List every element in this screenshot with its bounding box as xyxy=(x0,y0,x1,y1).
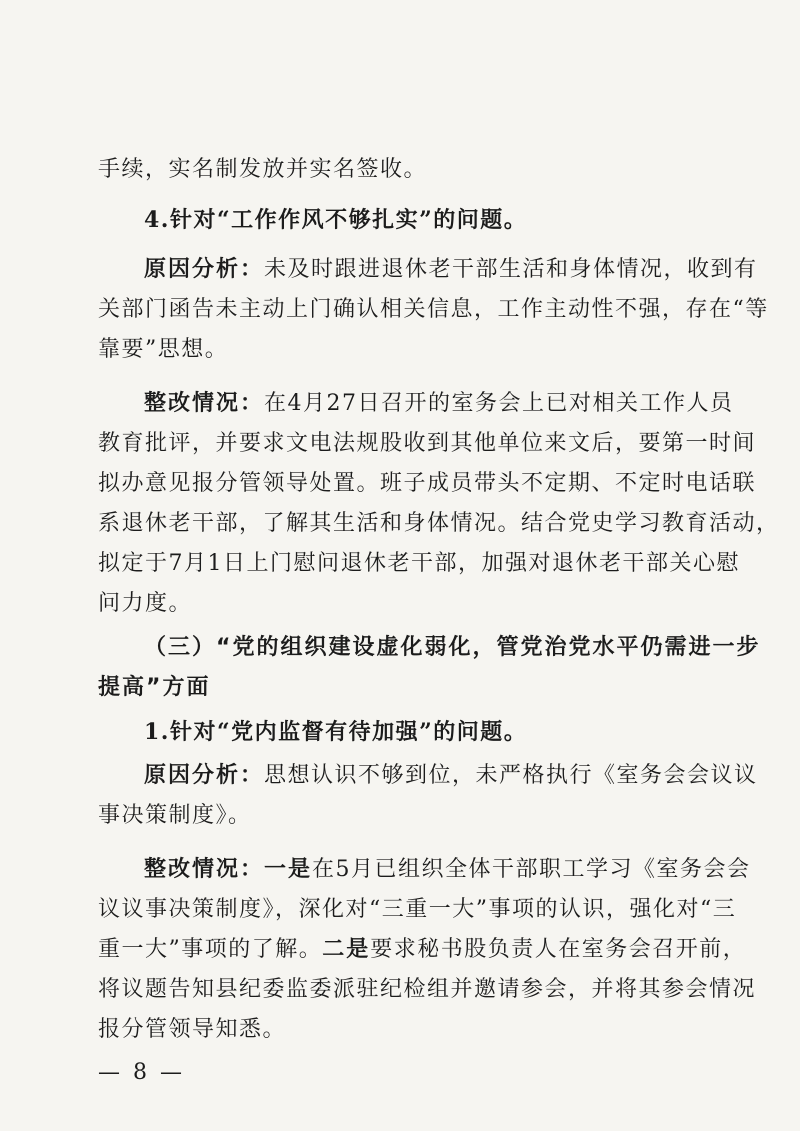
emphasis-text: 二是 xyxy=(322,937,371,962)
document-body xyxy=(98,150,780,1050)
section-heading: （三）“党的组织建设虚化弱化，管党治党水平仍需进一步 xyxy=(144,635,761,660)
paragraph-text: 未及时跟进退休老干部生活和身体情况，收到有 xyxy=(264,257,758,282)
paragraph-line xyxy=(98,384,734,424)
paragraph-line: 议议事决策制度》，深化对“三重一大”事项的认识，强化对“三 xyxy=(98,897,737,922)
paragraph-line: 拟办意见报分管领导处置。班子成员带头不定期、不定时电话联 xyxy=(98,471,757,496)
paragraph-line xyxy=(98,850,751,890)
paragraph-line: 靠要”思想。 xyxy=(98,337,229,362)
cause-analysis-label: 原因分析： xyxy=(144,763,265,788)
paragraph-line: 问力度。 xyxy=(98,591,193,616)
paragraph-line: 系退休老干部，了解其生活和身体情况。结合党史学习教育活动， xyxy=(98,511,780,536)
paragraph-text: 在5月已组织全体干部职工学习《室务会会 xyxy=(312,857,751,882)
cause-analysis-label: 原因分析： xyxy=(144,257,265,282)
rectification-label: 整改情况： xyxy=(144,391,265,416)
paragraph-line: 将议题告知县纪委监委派驻纪检组并邀请参会，并将其参会情况 xyxy=(98,977,757,1002)
paragraph-line xyxy=(98,930,747,970)
section-heading: 提高”方面 xyxy=(98,675,211,700)
issue-heading: 1.针对“党内监督有待加强”的问题。 xyxy=(144,719,528,745)
paragraph-line: 关部门函告未主动上门确认相关信息，工作主动性不强，存在“等 xyxy=(98,297,769,322)
paragraph-line xyxy=(98,756,758,796)
paragraph-line: 拟定于7月1日上门慰问退休老干部，加强对退休老干部关心慰 xyxy=(98,551,740,576)
paragraph-line xyxy=(98,250,758,290)
paragraph-line: 事决策制度》。 xyxy=(98,803,252,828)
rectification-label: 整改情况： xyxy=(144,857,265,882)
page-number: — 8 — xyxy=(98,1060,185,1085)
paragraph-text: 重一大”事项的了解。 xyxy=(98,937,323,962)
paragraph-line: 手续，实名制发放并实名签收。 xyxy=(98,157,428,182)
paragraph-text: 思想认识不够到位，未严格执行《室务会会议议 xyxy=(264,763,758,788)
emphasis-text: 一是 xyxy=(264,857,313,882)
paragraph-line: 报分管领导知悉。 xyxy=(98,1017,287,1042)
paragraph-text: 要求秘书股负责人在室务会召开前， xyxy=(370,937,747,962)
paragraph-line: 教育批评，并要求文电法规股收到其他单位来文后，要第一时间 xyxy=(98,431,757,456)
paragraph-text: 在4月27日召开的室务会上已对相关工作人员 xyxy=(264,391,734,416)
issue-heading: 4.针对“工作作风不够扎实”的问题。 xyxy=(144,207,528,233)
